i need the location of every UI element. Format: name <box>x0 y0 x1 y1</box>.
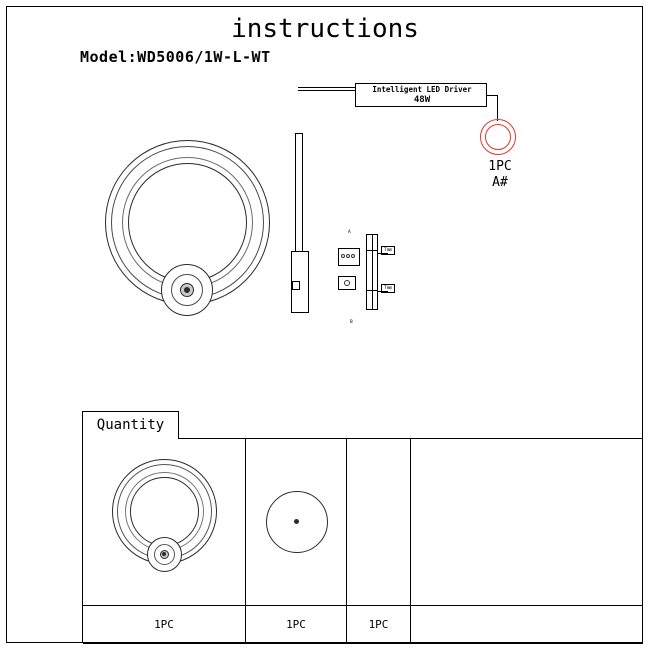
quantity-cell-3 <box>347 439 411 606</box>
quantity-label-2: 1PC <box>246 606 347 644</box>
driver-output-wire-v <box>497 95 498 121</box>
plate-center-dot <box>294 519 299 524</box>
mount-hub-dot <box>184 287 190 293</box>
quantity-table <box>82 438 643 643</box>
quantity-cell-1 <box>83 439 246 606</box>
bracket-notch-top <box>366 250 378 251</box>
note-screw-1: Tmm <box>381 246 395 255</box>
bracket-strip-divider <box>372 234 373 310</box>
qty-ring-inner <box>130 477 199 546</box>
bracket-notch-bottom <box>366 290 378 291</box>
connector-ring-icon <box>480 119 516 155</box>
ring-lamp-icon <box>112 459 217 587</box>
quantity-tab <box>82 411 179 439</box>
connector-code: A# <box>492 175 508 190</box>
note-top-left: A <box>348 230 351 235</box>
quantity-tab-label: Quantity <box>96 417 165 433</box>
connector-quantity: 1PC <box>488 159 512 174</box>
connector-ring-inner <box>485 124 511 150</box>
terminal-hole-2 <box>346 254 350 258</box>
quantity-cell-4 <box>411 439 643 606</box>
profile-connector <box>292 281 300 290</box>
ring-lamp-illustration <box>105 140 270 305</box>
note-screw-2: Tmm <box>381 284 395 293</box>
quantity-label-3: 1PC <box>347 606 411 644</box>
model-number: Model:WD5006/1W-L-WT <box>80 48 271 66</box>
profile-stem <box>295 133 303 255</box>
quantity-label-1: 1PC <box>83 606 246 644</box>
quantity-cell-2 <box>246 439 347 606</box>
terminal-hole-1 <box>341 254 345 258</box>
quantity-label-4 <box>411 606 643 644</box>
driver-input-wire-2 <box>298 90 355 91</box>
note-bottom: B <box>350 320 353 325</box>
small-plate-hole <box>344 280 350 286</box>
led-driver-box <box>355 83 487 107</box>
driver-input-wire <box>298 87 355 88</box>
qty-mount-hub-dot <box>162 552 166 556</box>
mounting-parts-group <box>318 228 398 333</box>
driver-name-label: Intelligent LED Driver <box>372 85 472 94</box>
side-profile-illustration <box>291 133 309 313</box>
page-title: instructions <box>231 14 419 44</box>
terminal-hole-3 <box>351 254 355 258</box>
round-plate-icon <box>266 491 328 553</box>
driver-power-label: 48W <box>413 95 431 105</box>
